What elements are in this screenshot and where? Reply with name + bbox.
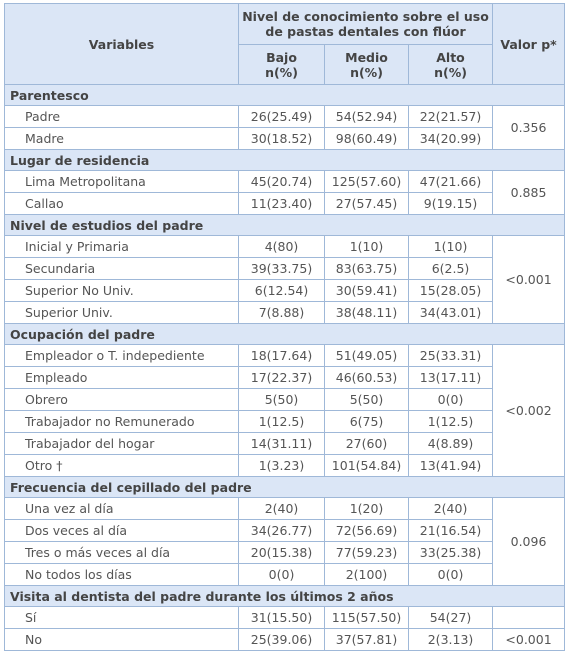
row-value: 27(57.45): [325, 193, 409, 215]
row-value: 11(23.40): [239, 193, 325, 215]
row-value: 115(57.50): [325, 607, 409, 629]
table-row: [5, 345, 565, 367]
table-row: [5, 280, 565, 302]
table-row: [5, 520, 565, 542]
data-table-container: [4, 3, 564, 651]
table-row: [5, 411, 565, 433]
row-label: Lima Metropolitana: [5, 171, 239, 193]
section-row: [5, 85, 565, 106]
table-row: [5, 258, 565, 280]
table-row: [5, 629, 565, 651]
row-value: 1(10): [409, 236, 493, 258]
table-body: [5, 85, 565, 651]
row-value: 27(60): [325, 433, 409, 455]
row-label: Secundaria: [5, 258, 239, 280]
section-title: Ocupación del padre: [5, 324, 565, 345]
row-label: Trabajador no Remunerado: [5, 411, 239, 433]
row-value: 22(21.57): [409, 106, 493, 128]
row-value: 4(80): [239, 236, 325, 258]
table-row: [5, 236, 565, 258]
table-row: [5, 542, 565, 564]
row-value: 83(63.75): [325, 258, 409, 280]
row-value: 1(3.23): [239, 455, 325, 477]
row-value: 2(40): [239, 498, 325, 520]
row-value: 30(18.52): [239, 128, 325, 150]
row-value: 34(20.99): [409, 128, 493, 150]
row-label: No todos los días: [5, 564, 239, 586]
row-value: 45(20.74): [239, 171, 325, 193]
row-value: 72(56.69): [325, 520, 409, 542]
table-row: [5, 564, 565, 586]
row-value: 25(33.31): [409, 345, 493, 367]
col-header-bajo: Bajo n(%): [239, 45, 325, 85]
row-value: 0(0): [409, 564, 493, 586]
row-value: 34(26.77): [239, 520, 325, 542]
row-label: Trabajador del hogar: [5, 433, 239, 455]
row-value: 1(10): [325, 236, 409, 258]
row-value: 54(52.94): [325, 106, 409, 128]
row-value: 54(27): [409, 607, 493, 629]
row-value: 2(40): [409, 498, 493, 520]
table-row: [5, 106, 565, 128]
section-title: Nivel de estudios del padre: [5, 215, 565, 236]
row-value: 26(25.49): [239, 106, 325, 128]
row-value: 0(0): [409, 389, 493, 411]
variables-header: Variables: [5, 4, 239, 85]
row-label: Obrero: [5, 389, 239, 411]
table-row: [5, 128, 565, 150]
row-value: 30(59.41): [325, 280, 409, 302]
row-value: 5(50): [325, 389, 409, 411]
row-label: Callao: [5, 193, 239, 215]
row-label: Sí: [5, 607, 239, 629]
section-row: [5, 586, 565, 607]
row-value: 6(12.54): [239, 280, 325, 302]
section-row: [5, 150, 565, 171]
row-label: Superior Univ.: [5, 302, 239, 324]
row-value: 17(22.37): [239, 367, 325, 389]
row-value: 9(19.15): [409, 193, 493, 215]
row-value: 6(75): [325, 411, 409, 433]
row-value: 13(41.94): [409, 455, 493, 477]
table-row: [5, 498, 565, 520]
section-row: [5, 215, 565, 236]
table-row: [5, 193, 565, 215]
table-row: [5, 367, 565, 389]
row-label: Tres o más veces al día: [5, 542, 239, 564]
row-label: Otro †: [5, 455, 239, 477]
row-value: 98(60.49): [325, 128, 409, 150]
row-value: 25(39.06): [239, 629, 325, 651]
group-header: Nivel de conocimiento sobre el uso de pastas dentales con flúor: [239, 4, 493, 45]
section-title: Visita al dentista del padre durante los últimos 2 años: [5, 586, 565, 607]
row-label: Superior No Univ.: [5, 280, 239, 302]
table-row: [5, 607, 565, 629]
row-value: 125(57.60): [325, 171, 409, 193]
row-label: Empleado: [5, 367, 239, 389]
row-value: 1(20): [325, 498, 409, 520]
row-value: 15(28.05): [409, 280, 493, 302]
row-value: 2(100): [325, 564, 409, 586]
table-row: [5, 389, 565, 411]
results-table: [4, 3, 565, 651]
row-value: 2(3.13): [409, 629, 493, 651]
row-value: 18(17.64): [239, 345, 325, 367]
row-value: 6(2.5): [409, 258, 493, 280]
table-row: [5, 455, 565, 477]
section-title: Frecuencia del cepillado del padre: [5, 477, 565, 498]
p-value: 0.885: [493, 171, 565, 215]
row-label: Una vez al día: [5, 498, 239, 520]
row-value: 46(60.53): [325, 367, 409, 389]
row-value: 34(43.01): [409, 302, 493, 324]
row-value: 39(33.75): [239, 258, 325, 280]
row-value: 47(21.66): [409, 171, 493, 193]
row-value: 38(48.11): [325, 302, 409, 324]
row-value: 1(12.5): [409, 411, 493, 433]
row-value: 101(54.84): [325, 455, 409, 477]
row-label: No: [5, 629, 239, 651]
p-value: 0.096: [493, 498, 565, 586]
row-value: 7(8.88): [239, 302, 325, 324]
p-value: <0.001: [493, 236, 565, 324]
col-header-medio: Medio n(%): [325, 45, 409, 85]
section-title: Parentesco: [5, 85, 565, 106]
row-label: Padre: [5, 106, 239, 128]
row-value: 5(50): [239, 389, 325, 411]
p-value: <0.002: [493, 345, 565, 477]
row-label: Madre: [5, 128, 239, 150]
row-label: Dos veces al día: [5, 520, 239, 542]
row-value: 31(15.50): [239, 607, 325, 629]
section-title: Lugar de residencia: [5, 150, 565, 171]
row-value: 37(57.81): [325, 629, 409, 651]
table-row: [5, 171, 565, 193]
row-value: 0(0): [239, 564, 325, 586]
section-row: [5, 324, 565, 345]
row-label: Inicial y Primaria: [5, 236, 239, 258]
p-value: 0.356: [493, 106, 565, 150]
row-value: 77(59.23): [325, 542, 409, 564]
pvalue-header: Valor p*: [493, 4, 565, 85]
row-value: 51(49.05): [325, 345, 409, 367]
p-value-empty: [493, 607, 565, 629]
row-value: 13(17.11): [409, 367, 493, 389]
row-value: 33(25.38): [409, 542, 493, 564]
table-row: [5, 433, 565, 455]
section-row: [5, 477, 565, 498]
row-value: 4(8.89): [409, 433, 493, 455]
row-value: 20(15.38): [239, 542, 325, 564]
table-row: [5, 302, 565, 324]
row-value: 21(16.54): [409, 520, 493, 542]
row-value: 1(12.5): [239, 411, 325, 433]
col-header-alto: Alto n(%): [409, 45, 493, 85]
row-label: Empleador o T. indepediente: [5, 345, 239, 367]
p-value: <0.001: [493, 629, 565, 651]
row-value: 14(31.11): [239, 433, 325, 455]
